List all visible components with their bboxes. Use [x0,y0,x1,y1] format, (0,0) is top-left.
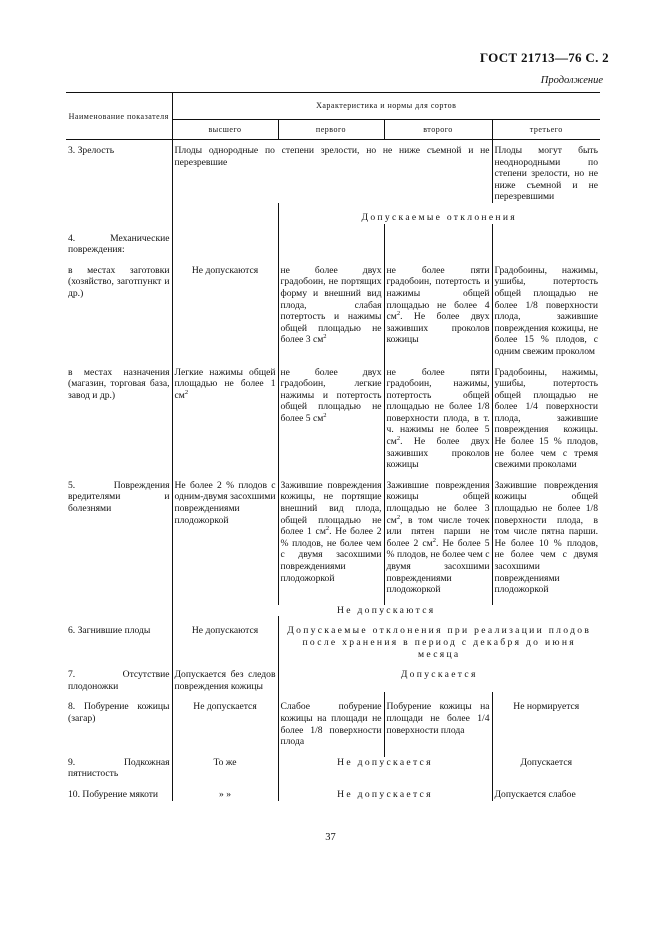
cell-skin-browning-third: Не нормируется [492,701,600,747]
cell-ripeness-higher-grades: Плоды однородные по степени зрелости, но не ниже съемной и не перезревшие [172,140,492,203]
row-label-missing-stem: 7. Отсутствие плодоножки [68,669,170,692]
cell-skin-browning-highest: Не допускается [172,701,278,747]
table-row [66,212,600,224]
row-label-ripeness: 3. Зрелость [68,145,115,156]
table-row [66,669,600,692]
table-row [66,660,600,669]
subheader-allowed-deviations: Допускаемые отклонения [278,212,600,224]
cell-rotten-highest: Не допускаются [172,625,278,660]
table-row [66,757,600,780]
cell-rotten-other-grades: Допускаемые отклонения при реализации плодов после хранения в период с декабря до июня месяца [278,625,600,660]
table-row [66,616,600,625]
column-header-indicator: Наименование показателя [66,93,172,140]
cell-pest-highest: Не более 2 % плодов с одним-двумя засохшими повреждениями плодожоркой [172,480,278,596]
cell-missing-stem-highest: Допускается без следов повреждения кожицы [172,669,278,692]
table-row [66,265,600,358]
cell-spotting-first-second: Не допускается [278,757,492,780]
cell-destination-first: не более двух градобоин, легкие нажимы и потертость общей площадью не более 5 $см^2$ [278,367,384,471]
row-label-procurement-places: в местах заготовки (хозяйство, заготпункт и др.) [68,264,170,299]
cell-destination-third: Градобоины, нажимы, ушибы, потертость общей площадью не более 1/4 поверхности плода, зажившие повреждения кожицы. Не более 15 % плодов, не более чем с тремя свежими проколами [492,367,600,471]
row-label-destination-places: в местах назначения (магазин, торговая база, завод и др.) [68,366,170,401]
cell-pest-third: Зажившие повреждения кожицы общей площадью не более 1/8 поверхности плода, в том числе пятна парши. Не более 10 % плодов, не более чем с двумя засохшими повреждениями плодожоркой [492,480,600,596]
column-header-grades-group: Характеристика и нормы для сортов [172,93,600,120]
table-row [66,692,600,701]
table-row [66,625,600,660]
subheader-not-allowed: Не допускаются [172,605,600,617]
row-label-mechanical-damage: 4. Механические повреждения: [68,232,170,256]
column-header-grade-second: второго [384,120,492,140]
table-row [66,233,600,256]
cell-ripeness-third: Плоды могут быть неоднородными по степени зрелости, но не ниже съемной и не перезревшими [492,140,600,203]
cell-skin-browning-second: Побурение кожицы на площади не более 1/4 поверхности плода [384,701,492,747]
table-row [66,140,600,203]
column-header-grade-third: третьего [492,120,600,140]
row-label-pest-damage: 5. Повреждения вредителями и болезнями [68,479,170,515]
cell-missing-stem-other-grades: Допускается [278,669,600,692]
cell-procurement-highest: Не допускаются [172,265,278,358]
column-header-grade-highest: высшего [172,120,278,140]
cell-procurement-first: не более двух градобоин, не портящих форму и внешний вид плода, слабая потертость и нажимы общей площадью не более 3 $см^2$ [278,265,384,358]
table-row [66,596,600,605]
table-row [66,789,600,801]
cell-spotting-third: Допускается [492,757,600,780]
cell-flesh-browning-third: Допускается слабое [492,789,600,801]
column-header-grade-first: первого [278,120,384,140]
cell-pest-first: Зажившие повреждения кожицы, не портящие внешний вид плода, общей площадью не более 1 $см^2$. Не более 2 % плодов, не более чем с двумя засохшими повреждениями плодожоркой [278,480,384,596]
table-row [66,203,600,212]
table-row [66,748,600,757]
row-label-skin-browning: 8. Побурение кожицы (загар) [68,701,170,724]
table-row [66,605,600,617]
document-header: ГОСТ 21713—76 С. 2 [479,50,609,65]
table-row [66,256,600,265]
cell-flesh-browning-first-second: Не допускается [278,789,492,801]
table-row [66,358,600,367]
table-row [66,471,600,480]
cell-procurement-second: не более пяти градобоин, потертость и нажимы общей площадью не более 4 $см^2$. Не более двух заживших проколов кожицы [384,265,492,358]
row-label-subcutaneous-spotting: 9. Подкожная пятнистость [68,756,170,780]
row-label-flesh-browning: 10. Побурение мякоти [68,788,159,800]
cell-procurement-third: Градобоины, нажимы, ушибы, потертость общей площадью не более 1/8 поверхности плода, зажившие повреждения кожицы, не более 15 % плодов, с одним свежим проколом [492,265,600,358]
table-row [66,480,600,596]
cell-flesh-browning-highest: » » [172,789,278,801]
cell-destination-second: не более пяти градобоин, нажимы, потертость общей площадью не более 1/8 поверхности плода, в т. ч. нажимы не более 5 $см^2$. Не более двух заживших проколов кожицы [384,367,492,471]
cell-destination-highest: Легкие нажимы общей площадью не более 1 $см^2$ [172,367,278,471]
cell-spotting-highest: То же [172,757,278,780]
norms-table [66,92,600,801]
cell-skin-browning-first: Слабое побурение кожицы на площади не более 1/8 поверхности плода [278,701,384,747]
table-row [66,701,600,747]
cell-pest-second: Зажившие повреждения кожицы общей площадью не более 3 $см^2$, в том числе точек или пятен парши не более 2 $см^2$. Не более 5 % плодов, не более чем с двумя засохшими повреждениями плодожоркой [384,480,492,596]
norms-table-container [66,92,600,801]
row-label-rotten-fruit: 6. Загнившие плоды [68,625,151,637]
page-number: 37 [325,832,336,843]
table-row [66,780,600,789]
table-row [66,224,600,233]
continuation-label: Продолжение [540,75,603,86]
table-row [66,367,600,471]
